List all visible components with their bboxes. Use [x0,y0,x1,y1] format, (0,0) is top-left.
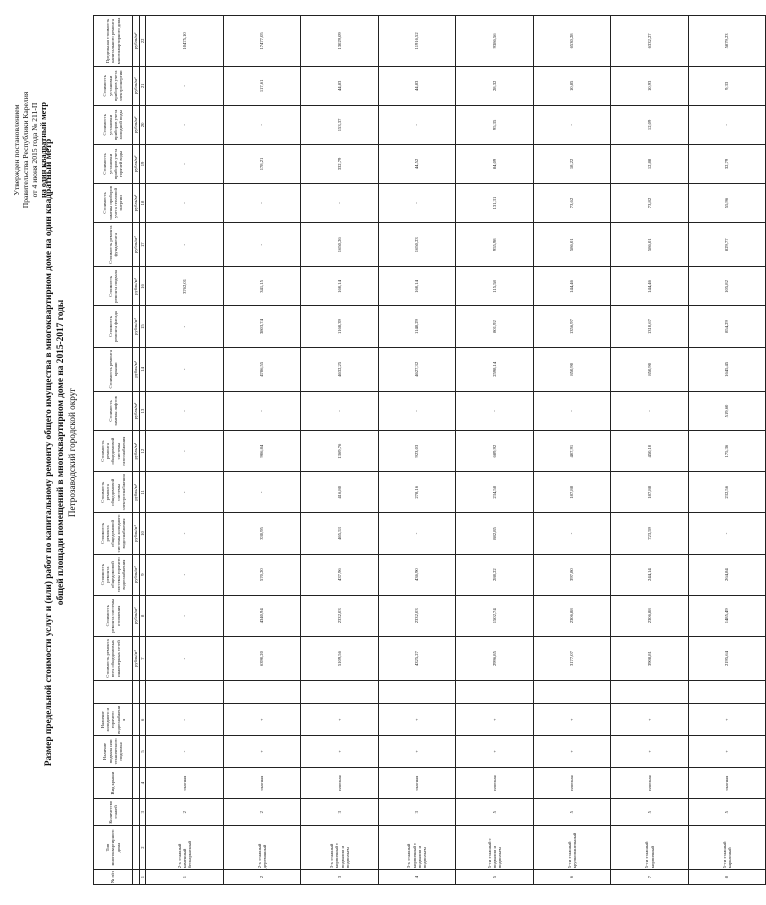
table-cell: 4 [378,870,456,885]
unit-cell: рубль/м² [133,472,140,513]
table-cell: 10475,10 [146,16,224,67]
table-cell: 1310,67 [611,306,689,347]
table-cell: - [146,595,224,636]
table-cell: скатная [688,767,766,799]
table-cell [146,681,224,704]
table-cell: 416,80 [301,472,379,513]
column-number-cell: 18 [140,184,146,223]
table-cell: 1168,39 [301,306,379,347]
table-cell [688,681,766,704]
table-row [533,16,611,885]
table-cell: 178,21 [223,144,301,183]
header-cell: Предельная стоимость капитального ремонта многоквартирного дома [94,16,133,67]
column-number-cell: 5 [140,736,146,768]
header-cell: Стоимость ремонта всех общедомовых инженерных сетей [94,636,133,680]
table-cell: - [146,554,224,595]
table-cell: 6390,20 [223,636,301,680]
table-cell: + [301,704,379,736]
table-cell: плоская [301,767,379,799]
table-cell: 117,61 [223,66,301,105]
table-cell: 407,91 [533,431,611,472]
column-number-cell: 3 [140,799,146,825]
table-cell: 1148,29 [378,306,456,347]
table-cell: плоская [456,767,534,799]
table-cell: - [223,472,301,513]
table-cell: плоская [533,767,611,799]
table-cell: - [146,472,224,513]
table-cell: 397,80 [533,554,611,595]
table-cell: 105,82 [688,267,766,306]
column-number-cell: 9 [140,554,146,595]
table-cell: - [146,66,224,105]
unit-cell [133,870,140,885]
table-cell: 2 [146,799,224,825]
table-cell: 5879,23 [688,16,766,67]
table-cell: 3177,07 [533,636,611,680]
table-cell: - [223,184,301,223]
table-cell: 882,85 [456,513,534,554]
table-cell: - [378,184,456,223]
table-cell: 5-ти этажный каркасный [688,825,766,869]
table-cell: 4627,32 [378,347,456,391]
table-cell: 465,53 [301,513,379,554]
column-number-cell: 21 [140,66,146,105]
unit-cell [133,681,140,704]
table-cell: - [146,704,224,736]
table-cell: 5 [533,799,611,825]
table-row [456,16,534,885]
table-cell: 4340,94 [223,595,301,636]
table-cell: 264,84 [688,554,766,595]
table-cell: + [533,704,611,736]
table-cell: 5 [611,799,689,825]
table-cell: - [146,513,224,554]
table-cell: - [146,223,224,267]
table-cell [378,681,456,704]
approval-line-3: от 4 июня 2015 года № 211-П [30,102,39,198]
table-cell: 332,79 [301,144,379,183]
table-cell: 13029,09 [301,16,379,67]
table-cell: 850,90 [533,347,611,391]
table-cell: скатная [146,767,224,799]
table-cell: - [301,391,379,430]
table-cell: 2-х этажный каменный бескаркасный [146,825,224,869]
header-row [94,16,133,885]
approval-line-1: Утвержден постановлением [12,104,21,196]
table-cell: плоская [611,767,689,799]
table-cell: 73,82 [611,184,689,223]
table-cell: 32,79 [688,144,766,183]
table-cell: 95,35 [456,105,534,144]
column-number-cell: 16 [140,267,146,306]
column-number-cell: 12 [140,431,146,472]
table-cell: 73,62 [533,184,611,223]
table-cell: - [146,306,224,347]
approval-line-2: Правительства Республики Карелия [21,91,30,209]
table-cell: 11916,52 [378,16,456,67]
unit-cell [133,704,140,736]
unit-cell: рубль/м² [133,16,140,67]
table-cell: 10,85 [533,66,611,105]
unit-cell: рубль/м² [133,144,140,183]
table-cell: 6 [533,870,611,885]
table-cell: 144,46 [533,267,611,306]
header-cell: Стоимость установки приборов учета холодной воды [94,105,133,144]
table-cell: + [611,704,689,736]
table-cell: 3 [301,799,379,825]
header-cell: Стоимость ремонта общедомовой системы электроснабжения [94,472,133,513]
table-cell: 2 [223,870,301,885]
table-cell: - [146,431,224,472]
table-cell: 2306,88 [533,595,611,636]
column-number-cell: 20 [140,105,146,144]
table-cell: 44,83 [301,66,379,105]
table-cell: - [146,391,224,430]
column-number-cell: 6 [140,704,146,736]
table-cell: 234,58 [456,472,534,513]
unit-cell: рубль/м² [133,636,140,680]
table-cell: - [146,184,224,223]
table-cell: 2-х этажный деревянный [223,825,301,869]
table-cell: 801,92 [456,306,534,347]
title-line-2: общей площади помещений в многоквартирном доме на 2015-2017 годы [55,299,66,606]
header-cell: Стоимость ремонта системы отопления [94,595,133,636]
header-cell: Наличие подвала или технического подполья [94,736,133,768]
table-cell [611,681,689,704]
table-cell: 330,95 [223,513,301,554]
table-cell: 18,22 [533,144,611,183]
header-cell: Вид крыши [94,767,133,799]
unit-cell: рубль/м² [133,105,140,144]
unit-cell: рубль/м² [133,431,140,472]
table-cell: - [223,105,301,144]
table-cell: 3 [301,870,379,885]
table-cell: 906,84 [223,431,301,472]
table-cell: 1650,23 [378,223,456,267]
column-number-cell: 14 [140,347,146,391]
column-number-cell: 7 [140,636,146,680]
table-cell: 5-ти этажный с подвалом и подпольем [456,825,534,869]
table-cell: 4325,27 [378,636,456,680]
table-cell: 7 [611,870,689,885]
table-cell: 436,90 [378,554,456,595]
header-cell: Стоимость замены приборов учета тепловой энергии [94,184,133,223]
table-row [378,16,456,885]
table-cell: 586,01 [611,223,689,267]
table-cell: - [146,636,224,680]
table-cell: 2195,64 [688,636,766,680]
table-cell: 3 [378,799,456,825]
table-cell: 44,83 [378,66,456,105]
table-cell: 586,01 [533,223,611,267]
table-row [688,16,766,885]
table-cell: 3803,74 [223,306,301,347]
column-number-cell: 15 [140,306,146,347]
table-cell: 450,10 [611,431,689,472]
unit-cell: рубль/м² [133,347,140,391]
header-cell: Количество этажей [94,799,133,825]
table-cell [301,681,379,704]
table-cell: + [378,736,456,768]
table-cell: 5109,56 [301,636,379,680]
column-number-cell: 22 [140,16,146,67]
unit-cell [133,767,140,799]
table-cell: 2332,03 [301,595,379,636]
column-number-cell: 11 [140,472,146,513]
table-cell: 1650,26 [301,223,379,267]
unit-cell: рубль/м² [133,184,140,223]
title-line-3: Петрозаводский городской округ [67,387,77,518]
header-cell: Стоимость ремонта фундамента [94,223,133,267]
header-cell: Наличие холодного и горячего водоснабжения [94,704,133,736]
table-cell: - [378,513,456,554]
table-cell: - [378,391,456,430]
table-cell: 278,16 [378,472,456,513]
unit-cell: рубль/м² [133,306,140,347]
table-cell: 2 [223,799,301,825]
table-cell: 232,56 [688,472,766,513]
table-cell: 28,32 [456,66,534,105]
column-number-cell: 19 [140,144,146,183]
table-cell: + [456,704,534,736]
table-cell: + [688,704,766,736]
table-cell: 4632,25 [301,347,379,391]
table-cell: 131,31 [456,184,534,223]
table-row [611,16,689,885]
table-cell: 5-ти этажный кирпичный [611,825,689,869]
table-cell: + [688,736,766,768]
table-cell: 288,22 [456,554,534,595]
table-cell: 955,98 [456,223,534,267]
title-line-1: Размер предельной стоимости услуг и (или) работ по капитальному ремонту общего имущества в многоквартирном доме на один квадратный метр [44,138,54,767]
table-cell: - [688,105,766,144]
table-cell: 12,09 [611,105,689,144]
table-cell: - [533,513,611,554]
table-cell: - [456,391,534,430]
header-cell: Стоимость замены лифтов [94,391,133,430]
unit-cell: рубль/м² [133,223,140,267]
table-cell: 570,20 [223,554,301,595]
table-cell: 84,09 [456,144,534,183]
table-cell: - [146,347,224,391]
table-cell: 689,92 [456,431,534,472]
table-cell: 2332,03 [378,595,456,636]
table-cell: 3908,81 [611,636,689,680]
table-cell: 160,14 [301,267,379,306]
table-body [133,16,766,885]
table-cell: 2598,14 [456,347,534,391]
table-cell: 175,36 [688,431,766,472]
header-cell: Стоимость ремонта общедомовой системы горячего водоснабжения [94,554,133,595]
table-cell: 5-ти этажный крупнопанельный [533,825,611,869]
unit-cell: рубль/м² [133,267,140,306]
table-cell: - [223,391,301,430]
table-cell: 55,96 [688,184,766,223]
header-cell: Стоимость ремонта крыши [94,347,133,391]
column-number-cell: 13 [140,391,146,430]
approval-note [12,35,48,265]
unit-cell: рубль/м² [133,66,140,105]
column-number-cell: 8 [140,595,146,636]
unit-cell [133,825,140,869]
table-row [301,16,379,885]
unit-cell: рубль/м² [133,554,140,595]
table-cell: 829,77 [688,223,766,267]
table-cell: 1356,97 [533,306,611,347]
unit-cell [133,736,140,768]
table-cell: + [301,736,379,768]
table-head [94,16,133,885]
table-cell: + [456,736,534,768]
table-cell: 4786,55 [223,347,301,391]
header-cell: Стоимость ремонта общедомовой системы газоснабжения [94,431,133,472]
table-cell: + [223,704,301,736]
table-row [223,16,301,885]
column-number-cell: 1 [140,870,146,885]
header-cell: Стоимость установки приборов учета горячей воды [94,144,133,183]
table-cell: - [378,105,456,144]
table-cell: + [533,736,611,768]
table-cell: - [533,105,611,144]
table-cell: 519,60 [688,391,766,430]
table-cell: 244,14 [611,554,689,595]
header-cell: Стоимость установки приборов учета электроэнергии [94,66,133,105]
cost-table [93,15,766,885]
table-cell: 5 [456,870,534,885]
table-cell: 1369,76 [301,431,379,472]
table-cell: - [146,105,224,144]
table-cell: - [146,736,224,768]
table-cell: 3-х этажный кирпичный с подвалом и подпольем [301,825,379,869]
table-cell: 144,46 [611,267,689,306]
table-cell: 341,15 [223,267,301,306]
table-cell: 5 [688,799,766,825]
table-cell: 9,33 [688,66,766,105]
table-cell: 12,88 [611,144,689,183]
table-cell: 3762,01 [146,267,224,306]
table-cell: 44,52 [378,144,456,183]
table-cell: + [611,736,689,768]
header-cell: Тип многоквартирного дома [94,825,133,869]
table-cell: 923,03 [378,431,456,472]
table-cell: 160,14 [378,267,456,306]
table-cell: - [223,223,301,267]
approval-line-4: на один квадратный метр [39,102,48,198]
document-title [44,95,79,810]
table-cell: + [378,704,456,736]
column-number-cell: 10 [140,513,146,554]
table-cell: 187,88 [611,472,689,513]
table-cell: + [223,736,301,768]
table-row [146,16,224,885]
unit-cell: рубль/м² [133,391,140,430]
unit-cell: рубль/м² [133,595,140,636]
header-cell: Стоимость ремонта фасада [94,306,133,347]
header-cell: № п/п [94,870,133,885]
table-cell: 10,93 [611,66,689,105]
column-number-cell: 4 [140,767,146,799]
table-cell: - [301,184,379,223]
table-cell: скатная [223,767,301,799]
header-cell [94,681,133,704]
table-cell: 850,90 [611,347,689,391]
table-cell: 187,88 [533,472,611,513]
table-cell: 3-х этажный кирпичный с подвалом и подпольем [378,825,456,869]
table-cell: - [688,513,766,554]
unit-cell [133,799,140,825]
column-number-cell: 2 [140,825,146,869]
table-cell: 1645,45 [688,347,766,391]
table-cell: 2306,88 [611,595,689,636]
table-cell: скатная [378,767,456,799]
header-cell: Стоимость ремонта подвала [94,267,133,306]
units-row [133,16,140,885]
table-cell: 437,96 [301,554,379,595]
table-cell [456,681,534,704]
table-cell: 153,37 [301,105,379,144]
table-cell: 6332,27 [611,16,689,67]
table-cell: 5 [456,799,534,825]
table-cell: 17477,05 [223,16,301,67]
table-cell [533,681,611,704]
unit-cell: рубль/м² [133,513,140,554]
table-cell: 9386,56 [456,16,534,67]
table-cell: 8 [688,870,766,885]
table-cell: 1485,49 [688,595,766,636]
table-cell: 6530,28 [533,16,611,67]
table-cell [223,681,301,704]
column-number-cell: 17 [140,223,146,267]
table-cell: 854,29 [688,306,766,347]
table-cell: - [146,144,224,183]
table-cell: - [611,391,689,430]
table-cell: 1 [146,870,224,885]
header-cell: Стоимость ремонта общедомовой системы холодного водоснабжения [94,513,133,554]
table-cell: - [533,391,611,430]
table-cell: 1502,74 [456,595,534,636]
table-cell: 723,59 [611,513,689,554]
table-cell: 115,58 [456,267,534,306]
table-cell: 2996,85 [456,636,534,680]
